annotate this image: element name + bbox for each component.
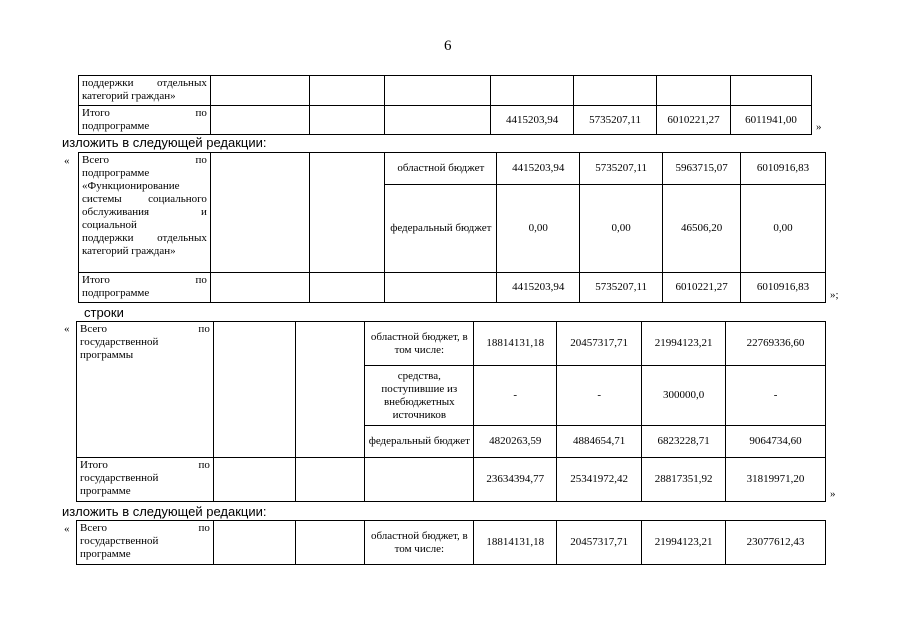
value-cell: 5735207,11	[580, 273, 663, 303]
edit-instruction: изложить в следующей редакции:	[62, 504, 267, 519]
value-cell: 6011941,00	[731, 106, 812, 135]
rows-label: строки	[84, 305, 124, 320]
funding-source: федеральный бюджет	[365, 426, 474, 458]
value-cell: 0,00	[497, 185, 580, 273]
value-cell: 18814131,18	[474, 521, 557, 565]
value-cell: 46506,20	[663, 185, 741, 273]
value-cell: 300000,0	[642, 366, 726, 426]
funding-source: областной бюджет, в том числе:	[365, 521, 474, 565]
value-cell: 0,00	[580, 185, 663, 273]
table-row	[79, 76, 812, 106]
table-program-new	[76, 520, 826, 565]
value-cell: 18814131,18	[474, 322, 557, 366]
value-cell: 6010221,27	[657, 106, 731, 135]
edit-instruction: изложить в следующей редакции:	[62, 135, 267, 150]
table-subprogram-new	[78, 152, 826, 303]
value-cell: 21994123,21	[642, 521, 726, 565]
funding-source: областной бюджет, в том числе:	[365, 322, 474, 366]
table-row	[77, 322, 826, 366]
value-cell: 20457317,71	[557, 521, 642, 565]
funding-source: средства, поступившие из внебюджетных источников	[365, 366, 474, 426]
value-cell: 4415203,94	[491, 106, 574, 135]
closing-quote: »	[830, 488, 836, 500]
value-cell: 20457317,71	[557, 322, 642, 366]
row-label: Итого по государственной программе	[77, 458, 214, 502]
row-label: Всего по государственной программе	[77, 521, 214, 565]
value-cell: 22769336,60	[726, 322, 826, 366]
table-row	[77, 521, 826, 565]
opening-quote: «	[64, 523, 70, 535]
value-cell: 4415203,94	[497, 153, 580, 185]
funding-source: областной бюджет	[385, 153, 497, 185]
row-label: Всего по подпрограмме «Функционирование системы социального обслуживания и социальной поддержки отдельных категорий граждан»	[79, 153, 211, 273]
value-cell: 25341972,42	[557, 458, 642, 502]
value-cell: 28817351,92	[642, 458, 726, 502]
row-label: Всего по государственной программы	[77, 322, 214, 458]
value-cell: 5735207,11	[580, 153, 663, 185]
value-cell: 4415203,94	[497, 273, 580, 303]
table-row	[79, 273, 826, 303]
opening-quote: «	[64, 155, 70, 167]
row-label: Итого по подпрограмме	[79, 273, 211, 303]
value-cell: 5963715,07	[663, 153, 741, 185]
value-cell: 23634394,77	[474, 458, 557, 502]
value-cell: 6010916,83	[741, 273, 826, 303]
row-label: Итого по подпрограмме	[79, 106, 211, 135]
closing-quote: »;	[830, 289, 839, 301]
opening-quote: «	[64, 323, 70, 335]
value-cell: 23077612,43	[726, 521, 826, 565]
value-cell: 6010916,83	[741, 153, 826, 185]
value-cell: 0,00	[741, 185, 826, 273]
funding-source: федеральный бюджет	[385, 185, 497, 273]
closing-quote: »	[816, 121, 822, 133]
table-program-old	[76, 321, 826, 502]
table-subprogram-old-tail	[78, 75, 812, 135]
value-cell: 6010221,27	[663, 273, 741, 303]
value-cell: -	[474, 366, 557, 426]
value-cell: 9064734,60	[726, 426, 826, 458]
value-cell: 5735207,11	[574, 106, 657, 135]
value-cell: 4884654,71	[557, 426, 642, 458]
value-cell: -	[557, 366, 642, 426]
table-row	[77, 458, 826, 502]
page-number: 6	[444, 38, 452, 54]
value-cell: -	[726, 366, 826, 426]
table-row	[79, 106, 812, 135]
value-cell: 4820263,59	[474, 426, 557, 458]
row-label: поддержки отдельных категорий граждан»	[79, 76, 211, 106]
value-cell: 6823228,71	[642, 426, 726, 458]
table-row	[79, 153, 826, 185]
value-cell: 31819971,20	[726, 458, 826, 502]
value-cell: 21994123,21	[642, 322, 726, 366]
